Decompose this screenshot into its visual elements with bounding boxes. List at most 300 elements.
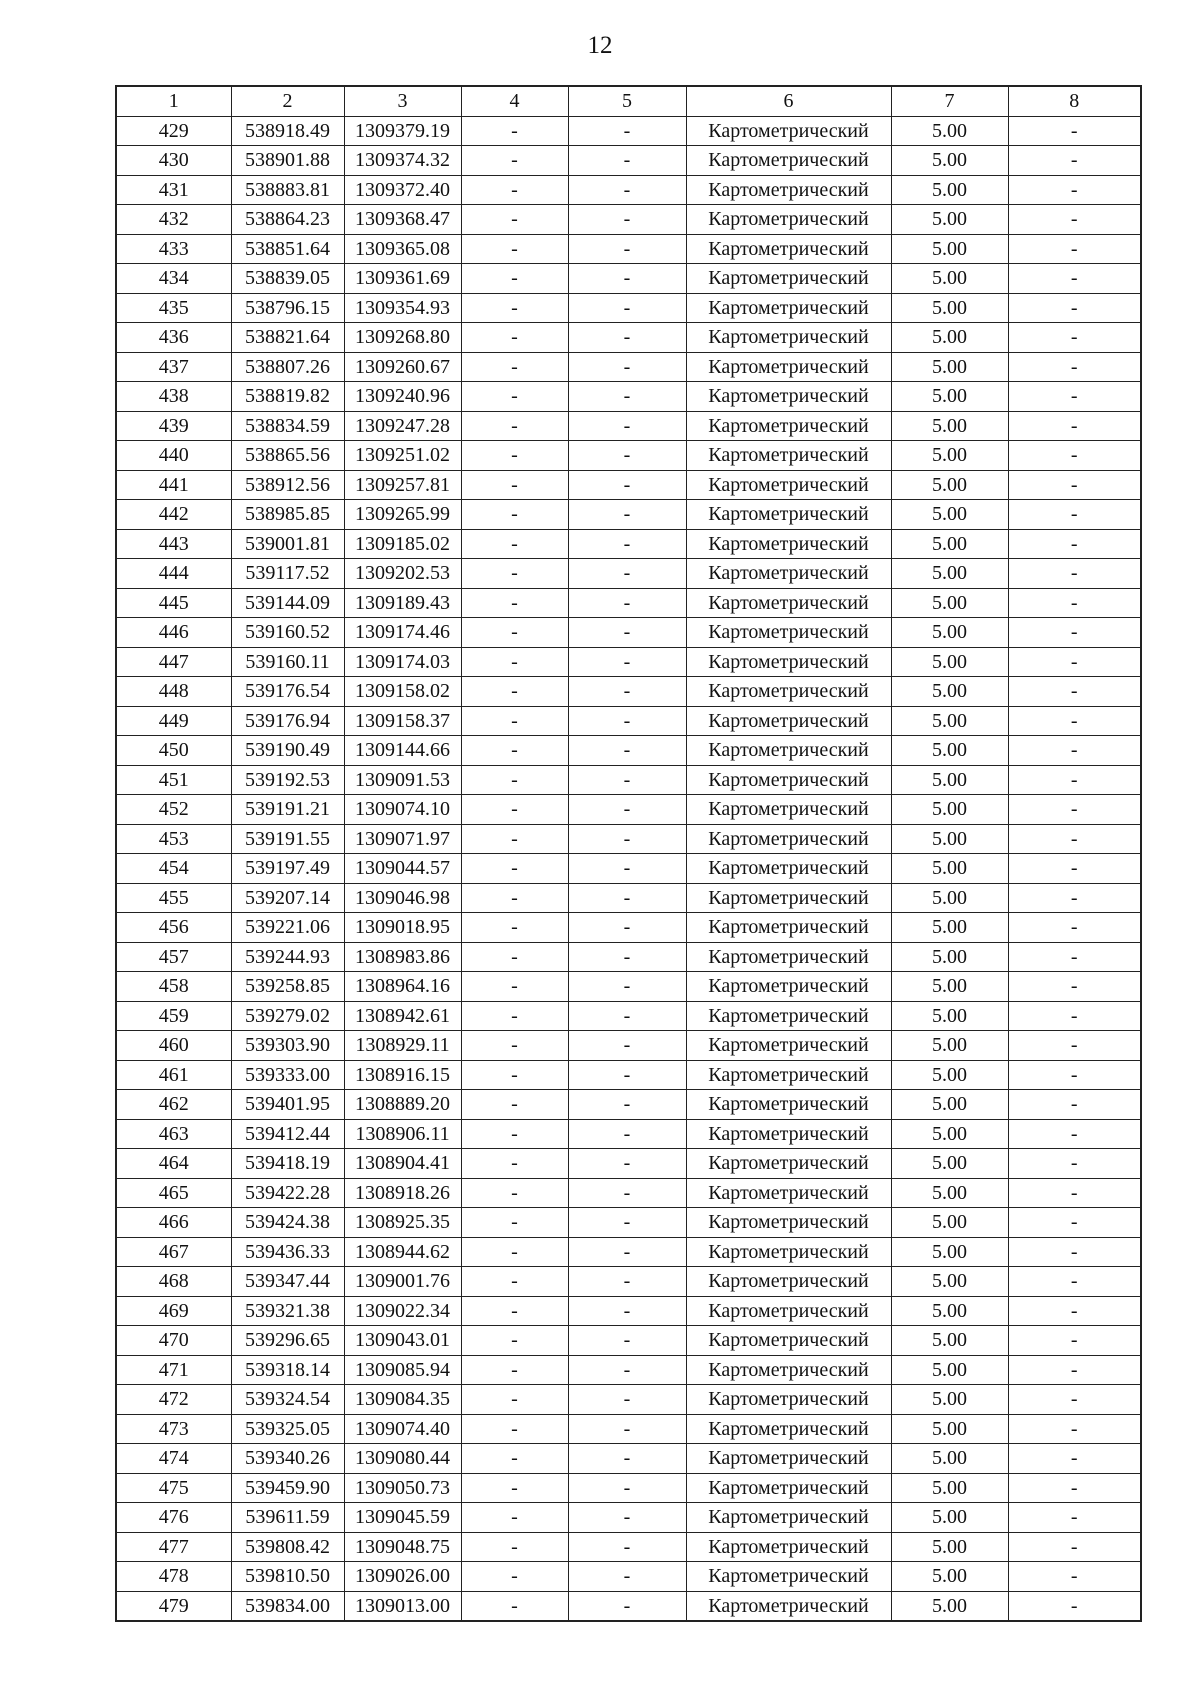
column-8-cell: - <box>1008 1385 1141 1415</box>
x-coordinate-cell: 539001.81 <box>231 529 344 559</box>
accuracy-cell: 5.00 <box>891 293 1008 323</box>
table-row <box>116 677 1141 707</box>
point-number-cell: 434 <box>116 264 231 294</box>
accuracy-cell: 5.00 <box>891 1562 1008 1592</box>
y-coordinate-cell: 1309265.99 <box>344 500 461 530</box>
x-coordinate-cell: 539347.44 <box>231 1267 344 1297</box>
point-number-cell: 438 <box>116 382 231 412</box>
x-coordinate-cell: 538985.85 <box>231 500 344 530</box>
column-4-cell: - <box>461 559 568 589</box>
coordinates-table <box>115 85 1142 1622</box>
method-cell: Картометрический <box>686 116 891 146</box>
table-row <box>116 264 1141 294</box>
x-coordinate-cell: 539424.38 <box>231 1208 344 1238</box>
column-5-cell: - <box>568 1414 686 1444</box>
column-8-cell: - <box>1008 441 1141 471</box>
point-number-cell: 452 <box>116 795 231 825</box>
method-cell: Картометрический <box>686 588 891 618</box>
table-row <box>116 559 1141 589</box>
column-5-cell: - <box>568 352 686 382</box>
table-row <box>116 441 1141 471</box>
point-number-cell: 463 <box>116 1119 231 1149</box>
accuracy-cell: 5.00 <box>891 824 1008 854</box>
column-5-cell: - <box>568 1090 686 1120</box>
method-cell: Картометрический <box>686 677 891 707</box>
y-coordinate-cell: 1309185.02 <box>344 529 461 559</box>
column-5-cell: - <box>568 1562 686 1592</box>
x-coordinate-cell: 539459.90 <box>231 1473 344 1503</box>
x-coordinate-cell: 539191.55 <box>231 824 344 854</box>
x-coordinate-cell: 538901.88 <box>231 146 344 176</box>
column-4-cell: - <box>461 1385 568 1415</box>
x-coordinate-cell: 539418.19 <box>231 1149 344 1179</box>
x-coordinate-cell: 539279.02 <box>231 1001 344 1031</box>
method-cell: Картометрический <box>686 1473 891 1503</box>
y-coordinate-cell: 1309050.73 <box>344 1473 461 1503</box>
column-4-cell: - <box>461 883 568 913</box>
column-4-cell: - <box>461 1149 568 1179</box>
column-8-cell: - <box>1008 1119 1141 1149</box>
method-cell: Картометрический <box>686 883 891 913</box>
table-row <box>116 618 1141 648</box>
point-number-cell: 440 <box>116 441 231 471</box>
column-header: 4 <box>461 86 568 116</box>
column-4-cell: - <box>461 1414 568 1444</box>
x-coordinate-cell: 539160.52 <box>231 618 344 648</box>
method-cell: Картометрический <box>686 146 891 176</box>
y-coordinate-cell: 1309080.44 <box>344 1444 461 1474</box>
point-number-cell: 472 <box>116 1385 231 1415</box>
column-header: 8 <box>1008 86 1141 116</box>
column-8-cell: - <box>1008 352 1141 382</box>
method-cell: Картометрический <box>686 942 891 972</box>
point-number-cell: 449 <box>116 706 231 736</box>
column-4-cell: - <box>461 795 568 825</box>
column-8-cell: - <box>1008 234 1141 264</box>
column-8-cell: - <box>1008 1296 1141 1326</box>
table-header-row <box>116 86 1141 116</box>
column-4-cell: - <box>461 500 568 530</box>
x-coordinate-cell: 538839.05 <box>231 264 344 294</box>
point-number-cell: 474 <box>116 1444 231 1474</box>
method-cell: Картометрический <box>686 1414 891 1444</box>
method-cell: Картометрический <box>686 352 891 382</box>
method-cell: Картометрический <box>686 1591 891 1621</box>
y-coordinate-cell: 1309268.80 <box>344 323 461 353</box>
accuracy-cell: 5.00 <box>891 1237 1008 1267</box>
column-5-cell: - <box>568 175 686 205</box>
y-coordinate-cell: 1309361.69 <box>344 264 461 294</box>
column-4-cell: - <box>461 1562 568 1592</box>
column-5-cell: - <box>568 1444 686 1474</box>
column-header: 7 <box>891 86 1008 116</box>
point-number-cell: 475 <box>116 1473 231 1503</box>
table-row <box>116 470 1141 500</box>
table-row <box>116 293 1141 323</box>
x-coordinate-cell: 539333.00 <box>231 1060 344 1090</box>
x-coordinate-cell: 539117.52 <box>231 559 344 589</box>
accuracy-cell: 5.00 <box>891 972 1008 1002</box>
y-coordinate-cell: 1309144.66 <box>344 736 461 766</box>
point-number-cell: 460 <box>116 1031 231 1061</box>
x-coordinate-cell: 539221.06 <box>231 913 344 943</box>
x-coordinate-cell: 538912.56 <box>231 470 344 500</box>
column-4-cell: - <box>461 470 568 500</box>
column-4-cell: - <box>461 1473 568 1503</box>
accuracy-cell: 5.00 <box>891 1385 1008 1415</box>
column-8-cell: - <box>1008 500 1141 530</box>
column-5-cell: - <box>568 323 686 353</box>
y-coordinate-cell: 1309091.53 <box>344 765 461 795</box>
column-4-cell: - <box>461 618 568 648</box>
column-4-cell: - <box>461 146 568 176</box>
column-5-cell: - <box>568 765 686 795</box>
column-4-cell: - <box>461 352 568 382</box>
table-row <box>116 175 1141 205</box>
accuracy-cell: 5.00 <box>891 765 1008 795</box>
column-8-cell: - <box>1008 175 1141 205</box>
table-row <box>116 1119 1141 1149</box>
point-number-cell: 476 <box>116 1503 231 1533</box>
x-coordinate-cell: 539296.65 <box>231 1326 344 1356</box>
column-4-cell: - <box>461 588 568 618</box>
column-8-cell: - <box>1008 205 1141 235</box>
point-number-cell: 457 <box>116 942 231 972</box>
column-4-cell: - <box>461 1001 568 1031</box>
column-4-cell: - <box>461 1119 568 1149</box>
point-number-cell: 461 <box>116 1060 231 1090</box>
x-coordinate-cell: 539190.49 <box>231 736 344 766</box>
table-row <box>116 736 1141 766</box>
method-cell: Картометрический <box>686 1031 891 1061</box>
y-coordinate-cell: 1309251.02 <box>344 441 461 471</box>
column-4-cell: - <box>461 1296 568 1326</box>
column-8-cell: - <box>1008 1090 1141 1120</box>
table-row <box>116 1267 1141 1297</box>
table-row <box>116 1444 1141 1474</box>
column-8-cell: - <box>1008 1414 1141 1444</box>
table-row <box>116 1031 1141 1061</box>
point-number-cell: 477 <box>116 1532 231 1562</box>
accuracy-cell: 5.00 <box>891 175 1008 205</box>
method-cell: Картометрический <box>686 1326 891 1356</box>
point-number-cell: 436 <box>116 323 231 353</box>
x-coordinate-cell: 538796.15 <box>231 293 344 323</box>
column-4-cell: - <box>461 1591 568 1621</box>
accuracy-cell: 5.00 <box>891 441 1008 471</box>
column-5-cell: - <box>568 470 686 500</box>
point-number-cell: 459 <box>116 1001 231 1031</box>
column-8-cell: - <box>1008 1149 1141 1179</box>
method-cell: Картометрический <box>686 1208 891 1238</box>
point-number-cell: 478 <box>116 1562 231 1592</box>
point-number-cell: 479 <box>116 1591 231 1621</box>
column-8-cell: - <box>1008 382 1141 412</box>
table-row <box>116 411 1141 441</box>
x-coordinate-cell: 539436.33 <box>231 1237 344 1267</box>
x-coordinate-cell: 539324.54 <box>231 1385 344 1415</box>
accuracy-cell: 5.00 <box>891 1149 1008 1179</box>
column-8-cell: - <box>1008 323 1141 353</box>
x-coordinate-cell: 538865.56 <box>231 441 344 471</box>
y-coordinate-cell: 1308916.15 <box>344 1060 461 1090</box>
y-coordinate-cell: 1309048.75 <box>344 1532 461 1562</box>
column-4-cell: - <box>461 293 568 323</box>
column-8-cell: - <box>1008 146 1141 176</box>
table-row <box>116 854 1141 884</box>
method-cell: Картометрический <box>686 1385 891 1415</box>
method-cell: Картометрический <box>686 382 891 412</box>
accuracy-cell: 5.00 <box>891 1296 1008 1326</box>
accuracy-cell: 5.00 <box>891 1473 1008 1503</box>
y-coordinate-cell: 1309202.53 <box>344 559 461 589</box>
table-row <box>116 942 1141 972</box>
accuracy-cell: 5.00 <box>891 913 1008 943</box>
column-5-cell: - <box>568 500 686 530</box>
accuracy-cell: 5.00 <box>891 234 1008 264</box>
y-coordinate-cell: 1309174.03 <box>344 647 461 677</box>
x-coordinate-cell: 539192.53 <box>231 765 344 795</box>
table-row <box>116 1237 1141 1267</box>
method-cell: Картометрический <box>686 618 891 648</box>
accuracy-cell: 5.00 <box>891 1119 1008 1149</box>
point-number-cell: 448 <box>116 677 231 707</box>
method-cell: Картометрический <box>686 795 891 825</box>
method-cell: Картометрический <box>686 854 891 884</box>
column-8-cell: - <box>1008 677 1141 707</box>
column-4-cell: - <box>461 205 568 235</box>
point-number-cell: 442 <box>116 500 231 530</box>
y-coordinate-cell: 1309043.01 <box>344 1326 461 1356</box>
accuracy-cell: 5.00 <box>891 1444 1008 1474</box>
column-8-cell: - <box>1008 1208 1141 1238</box>
column-5-cell: - <box>568 264 686 294</box>
y-coordinate-cell: 1309260.67 <box>344 352 461 382</box>
accuracy-cell: 5.00 <box>891 942 1008 972</box>
y-coordinate-cell: 1309158.37 <box>344 706 461 736</box>
point-number-cell: 467 <box>116 1237 231 1267</box>
y-coordinate-cell: 1309368.47 <box>344 205 461 235</box>
column-4-cell: - <box>461 1444 568 1474</box>
table-row <box>116 1473 1141 1503</box>
y-coordinate-cell: 1309018.95 <box>344 913 461 943</box>
method-cell: Картометрический <box>686 264 891 294</box>
table-row <box>116 205 1141 235</box>
accuracy-cell: 5.00 <box>891 647 1008 677</box>
column-5-cell: - <box>568 1149 686 1179</box>
column-5-cell: - <box>568 1001 686 1031</box>
x-coordinate-cell: 539244.93 <box>231 942 344 972</box>
accuracy-cell: 5.00 <box>891 1532 1008 1562</box>
y-coordinate-cell: 1309044.57 <box>344 854 461 884</box>
column-5-cell: - <box>568 736 686 766</box>
x-coordinate-cell: 539318.14 <box>231 1355 344 1385</box>
column-8-cell: - <box>1008 264 1141 294</box>
y-coordinate-cell: 1309240.96 <box>344 382 461 412</box>
column-8-cell: - <box>1008 1178 1141 1208</box>
column-8-cell: - <box>1008 588 1141 618</box>
table-row <box>116 883 1141 913</box>
column-header: 1 <box>116 86 231 116</box>
accuracy-cell: 5.00 <box>891 1060 1008 1090</box>
y-coordinate-cell: 1309365.08 <box>344 234 461 264</box>
point-number-cell: 469 <box>116 1296 231 1326</box>
column-4-cell: - <box>461 1237 568 1267</box>
y-coordinate-cell: 1309022.34 <box>344 1296 461 1326</box>
point-number-cell: 471 <box>116 1355 231 1385</box>
column-8-cell: - <box>1008 1444 1141 1474</box>
column-8-cell: - <box>1008 1591 1141 1621</box>
column-5-cell: - <box>568 234 686 264</box>
table-row <box>116 824 1141 854</box>
method-cell: Картометрический <box>686 913 891 943</box>
method-cell: Картометрический <box>686 293 891 323</box>
table-row <box>116 1149 1141 1179</box>
column-8-cell: - <box>1008 470 1141 500</box>
column-8-cell: - <box>1008 559 1141 589</box>
y-coordinate-cell: 1309189.43 <box>344 588 461 618</box>
x-coordinate-cell: 539412.44 <box>231 1119 344 1149</box>
column-5-cell: - <box>568 1503 686 1533</box>
method-cell: Картометрический <box>686 824 891 854</box>
column-4-cell: - <box>461 824 568 854</box>
y-coordinate-cell: 1309174.46 <box>344 618 461 648</box>
column-4-cell: - <box>461 382 568 412</box>
x-coordinate-cell: 539340.26 <box>231 1444 344 1474</box>
point-number-cell: 431 <box>116 175 231 205</box>
method-cell: Картометрический <box>686 1119 891 1149</box>
column-5-cell: - <box>568 1473 686 1503</box>
x-coordinate-cell: 539810.50 <box>231 1562 344 1592</box>
x-coordinate-cell: 539321.38 <box>231 1296 344 1326</box>
accuracy-cell: 5.00 <box>891 1326 1008 1356</box>
column-4-cell: - <box>461 854 568 884</box>
column-4-cell: - <box>461 942 568 972</box>
column-5-cell: - <box>568 677 686 707</box>
x-coordinate-cell: 538883.81 <box>231 175 344 205</box>
accuracy-cell: 5.00 <box>891 1267 1008 1297</box>
x-coordinate-cell: 538918.49 <box>231 116 344 146</box>
column-8-cell: - <box>1008 913 1141 943</box>
table-row <box>116 588 1141 618</box>
column-4-cell: - <box>461 706 568 736</box>
column-4-cell: - <box>461 1090 568 1120</box>
column-header: 6 <box>686 86 891 116</box>
y-coordinate-cell: 1309071.97 <box>344 824 461 854</box>
table-row <box>116 1562 1141 1592</box>
column-5-cell: - <box>568 913 686 943</box>
accuracy-cell: 5.00 <box>891 1355 1008 1385</box>
y-coordinate-cell: 1308964.16 <box>344 972 461 1002</box>
table-row <box>116 323 1141 353</box>
column-5-cell: - <box>568 1326 686 1356</box>
column-4-cell: - <box>461 647 568 677</box>
point-number-cell: 430 <box>116 146 231 176</box>
accuracy-cell: 5.00 <box>891 677 1008 707</box>
x-coordinate-cell: 539258.85 <box>231 972 344 1002</box>
column-5-cell: - <box>568 1119 686 1149</box>
column-4-cell: - <box>461 1326 568 1356</box>
x-coordinate-cell: 539197.49 <box>231 854 344 884</box>
column-4-cell: - <box>461 234 568 264</box>
x-coordinate-cell: 539834.00 <box>231 1591 344 1621</box>
column-5-cell: - <box>568 1267 686 1297</box>
accuracy-cell: 5.00 <box>891 1208 1008 1238</box>
table-row <box>116 1591 1141 1621</box>
method-cell: Картометрический <box>686 323 891 353</box>
column-8-cell: - <box>1008 736 1141 766</box>
column-8-cell: - <box>1008 116 1141 146</box>
method-cell: Картометрический <box>686 470 891 500</box>
point-number-cell: 429 <box>116 116 231 146</box>
y-coordinate-cell: 1309158.02 <box>344 677 461 707</box>
column-5-cell: - <box>568 854 686 884</box>
column-5-cell: - <box>568 1385 686 1415</box>
point-number-cell: 443 <box>116 529 231 559</box>
column-4-cell: - <box>461 972 568 1002</box>
y-coordinate-cell: 1308944.62 <box>344 1237 461 1267</box>
column-4-cell: - <box>461 441 568 471</box>
column-8-cell: - <box>1008 1031 1141 1061</box>
y-coordinate-cell: 1309247.28 <box>344 411 461 441</box>
method-cell: Картометрический <box>686 1355 891 1385</box>
column-4-cell: - <box>461 1355 568 1385</box>
y-coordinate-cell: 1309074.40 <box>344 1414 461 1444</box>
table-row <box>116 1296 1141 1326</box>
method-cell: Картометрический <box>686 1503 891 1533</box>
column-5-cell: - <box>568 1208 686 1238</box>
column-8-cell: - <box>1008 1326 1141 1356</box>
table-row <box>116 706 1141 736</box>
point-number-cell: 468 <box>116 1267 231 1297</box>
y-coordinate-cell: 1309379.19 <box>344 116 461 146</box>
x-coordinate-cell: 539422.28 <box>231 1178 344 1208</box>
method-cell: Картометрический <box>686 706 891 736</box>
x-coordinate-cell: 539611.59 <box>231 1503 344 1533</box>
point-number-cell: 458 <box>116 972 231 1002</box>
x-coordinate-cell: 538834.59 <box>231 411 344 441</box>
point-number-cell: 441 <box>116 470 231 500</box>
method-cell: Картометрический <box>686 205 891 235</box>
accuracy-cell: 5.00 <box>891 116 1008 146</box>
point-number-cell: 462 <box>116 1090 231 1120</box>
x-coordinate-cell: 539160.11 <box>231 647 344 677</box>
accuracy-cell: 5.00 <box>891 1090 1008 1120</box>
point-number-cell: 439 <box>116 411 231 441</box>
point-number-cell: 464 <box>116 1149 231 1179</box>
column-4-cell: - <box>461 913 568 943</box>
method-cell: Картометрический <box>686 1001 891 1031</box>
y-coordinate-cell: 1309046.98 <box>344 883 461 913</box>
column-5-cell: - <box>568 411 686 441</box>
method-cell: Картометрический <box>686 234 891 264</box>
method-cell: Картометрический <box>686 765 891 795</box>
column-5-cell: - <box>568 972 686 1002</box>
accuracy-cell: 5.00 <box>891 205 1008 235</box>
table-row <box>116 1532 1141 1562</box>
accuracy-cell: 5.00 <box>891 854 1008 884</box>
column-4-cell: - <box>461 264 568 294</box>
method-cell: Картометрический <box>686 1267 891 1297</box>
accuracy-cell: 5.00 <box>891 1414 1008 1444</box>
y-coordinate-cell: 1309354.93 <box>344 293 461 323</box>
table-row <box>116 795 1141 825</box>
column-4-cell: - <box>461 1532 568 1562</box>
column-5-cell: - <box>568 146 686 176</box>
column-4-cell: - <box>461 529 568 559</box>
column-4-cell: - <box>461 1031 568 1061</box>
method-cell: Картометрический <box>686 1296 891 1326</box>
